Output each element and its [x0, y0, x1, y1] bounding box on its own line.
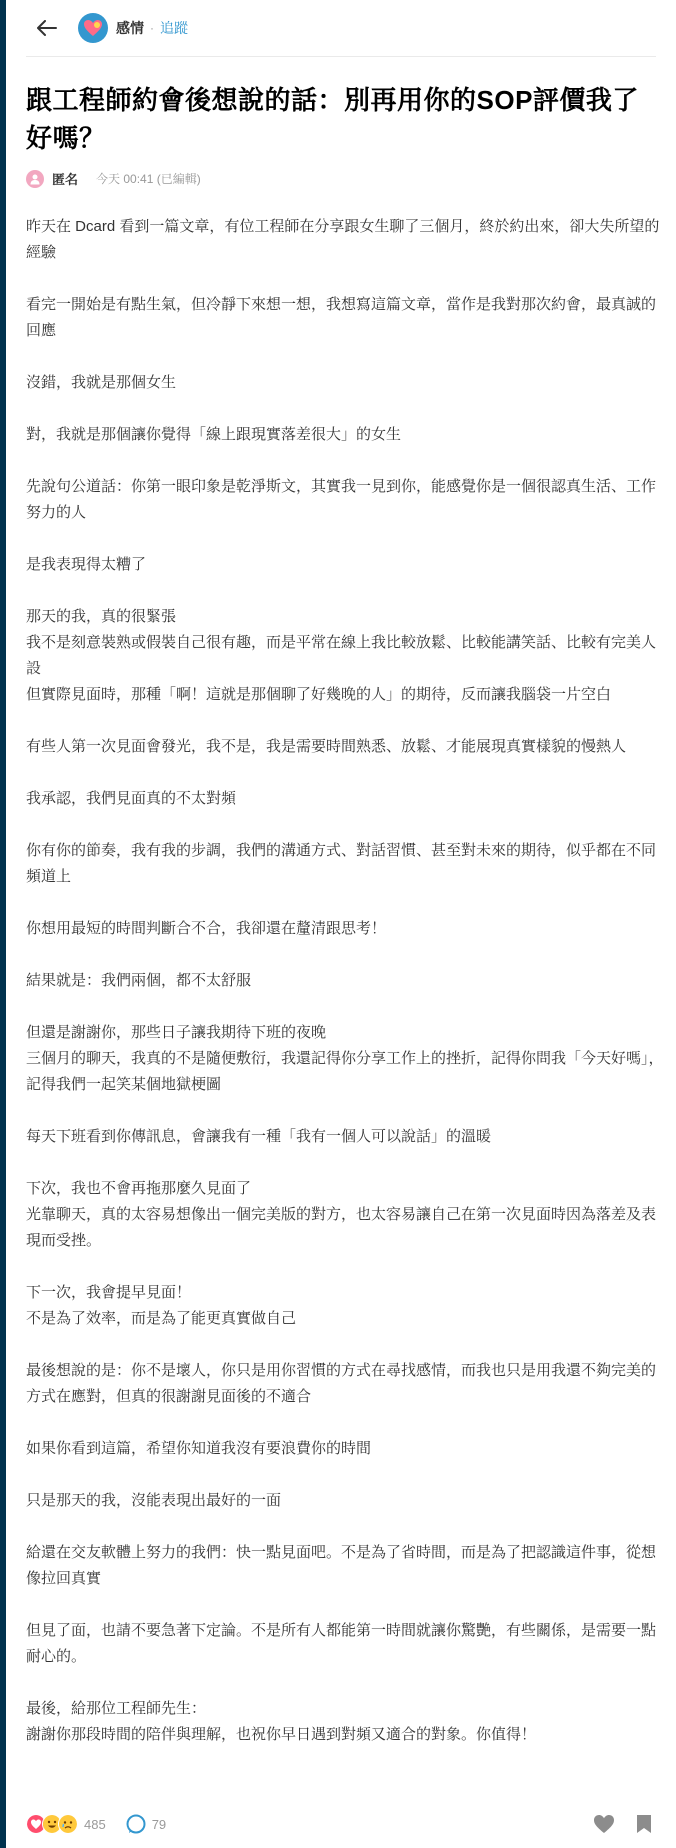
paragraph-line: 那天的我，真的很緊張	[26, 608, 177, 625]
reaction-count: 485	[84, 1816, 106, 1832]
author-avatar	[26, 170, 44, 188]
paragraph-line: 但實際見面時，那種「啊！這就是那個聊了好幾晚的人」的期待，反而讓我腦袋一片空白	[26, 686, 612, 703]
post-paragraph	[26, 1124, 666, 1150]
paragraph-line: 結果就是：我們兩個，都不太舒服	[26, 972, 252, 989]
back-arrow-icon	[37, 20, 57, 36]
paragraph-line: 看完一開始是有點生氣，但冷靜下來想一想，我想寫這篇文章，當作是我對那次約會，最真誠的回應	[26, 296, 657, 339]
post-paragraph	[26, 968, 666, 994]
like-button[interactable]	[592, 1812, 616, 1836]
post-paragraph	[26, 1358, 666, 1410]
paragraph-line: 昨天在 Dcard 看到一篇文章，有位工程師在分享跟女生聊了三個月，終於約出來，卻大失所望的經驗	[26, 218, 660, 261]
paragraph-line: 你想用最短的時間判斷合不合，我卻還在釐清跟思考！	[26, 920, 387, 937]
post-timestamp: 今天 00:41 (已編輯)	[96, 172, 201, 186]
paragraph-line: 三個月的聊天，我真的不是隨便敷衍，我還記得你分享工作上的挫折，記得你問我「今天好嗎」，記得我們一起笑某個地獄梗圖	[26, 1050, 664, 1093]
paragraph-line: 但見了面，也請不要急著下定論。不是所有人都能第一時間就讓你驚艷，有些關係，是需要一點耐心的。	[26, 1622, 657, 1665]
post-content	[26, 214, 666, 1748]
back-button[interactable]	[32, 13, 62, 43]
paragraph-line: 如果你看到這篇，希望你知道我沒有要浪費你的時間	[26, 1440, 372, 1457]
post-paragraph	[26, 292, 666, 344]
post-paragraph	[26, 1280, 666, 1332]
post-paragraph	[26, 734, 666, 760]
paragraph-line: 但還是謝謝你，那些日子讓我期待下班的夜晚	[26, 1024, 327, 1041]
post-meta	[26, 169, 656, 188]
post-paragraph	[26, 422, 666, 448]
anonymous-avatar-icon	[29, 173, 41, 185]
forum-icon[interactable]	[78, 13, 108, 43]
post-paragraph	[26, 1618, 666, 1670]
comment-icon	[126, 1814, 146, 1834]
paragraph-line: 光靠聊天，真的太容易想像出一個完美版的對方，也太容易讓自己在第一次見面時因為落差及表現而受挫。	[26, 1206, 657, 1249]
paragraph-line: 我不是刻意裝熟或假裝自己很有趣，而是平常在線上我比較放鬆、比較能講笑話、比較有完美人設	[26, 634, 657, 677]
author-name[interactable]: 匿名	[52, 172, 79, 187]
post-paragraph	[26, 214, 666, 266]
paragraph-line: 下一次，我會提早見面！	[26, 1284, 192, 1301]
bookmark-icon	[636, 1814, 652, 1834]
paragraph-line: 有些人第一次見面會發光，我不是，我是需要時間熟悉、放鬆、才能展現真實樣貌的慢熱人	[26, 738, 627, 755]
comment-button[interactable]	[126, 1814, 166, 1834]
window-left-edge	[0, 0, 6, 1848]
paragraph-line: 我承認，我們見面真的不太對頻	[26, 790, 237, 807]
paragraph-line: 最後想說的是：你不是壞人，你只是用你習慣的方式在尋找感情，而我也只是用我還不夠完美的方式在應對，但真的很謝謝見面後的不適合	[26, 1362, 657, 1405]
bookmark-button[interactable]	[632, 1812, 656, 1836]
post-paragraph	[26, 552, 666, 578]
paragraph-line: 不是為了效率，而是為了能更真實做自己	[26, 1310, 297, 1327]
paragraph-line: 對，我就是那個讓你覺得「線上跟現實落差很大」的女生	[26, 426, 402, 443]
post-paragraph	[26, 1020, 666, 1098]
post-title: 跟工程師約會後想說的話：別再用你的SOP評價我了好嗎？	[26, 85, 639, 153]
paragraph-line: 只是那天的我，沒能表現出最好的一面	[26, 1492, 282, 1509]
paragraph-line: 你有你的節奏，我有我的步調，我們的溝通方式、對話習慣、甚至對未來的期待，似乎都在不同頻道上	[26, 842, 657, 885]
heart-forum-icon	[83, 19, 103, 37]
paragraph-line: 謝謝你那段時間的陪伴與理解，也祝你早日遇到對頻又適合的對象。你值得！	[26, 1726, 537, 1743]
reaction-emojis[interactable]	[26, 1814, 74, 1834]
post-paragraph	[26, 1488, 666, 1514]
post-footer	[26, 1812, 656, 1836]
post-header	[26, 0, 656, 57]
post-paragraph	[26, 604, 666, 708]
post-paragraph	[26, 916, 666, 942]
post-paragraph	[26, 1176, 666, 1254]
paragraph-line: 是我表現得太糟了	[26, 556, 147, 573]
comment-count: 79	[151, 1816, 167, 1832]
like-heart-icon	[593, 1814, 615, 1834]
paragraph-line: 每天下班看到你傳訊息，會讓我有一種「我有一個人可以說話」的溫暖	[26, 1128, 492, 1145]
post-page	[26, 0, 664, 1774]
paragraph-line: 下次，我也不會再拖那麼久見面了	[26, 1180, 252, 1197]
paragraph-line: 給還在交友軟體上努力的我們：快一點見面吧。不是為了省時間，而是為了把認識這件事，從想像拉回真實	[26, 1544, 657, 1587]
reaction-cry-icon	[58, 1814, 78, 1834]
post-paragraph	[26, 1436, 666, 1462]
post-paragraph	[26, 474, 666, 526]
paragraph-line: 最後，給那位工程師先生：	[26, 1700, 207, 1717]
post-paragraph	[26, 370, 666, 396]
paragraph-line: 先說句公道話：你第一眼印象是乾淨斯文，其實我一見到你，能感覺你是一個很認真生活、工作努力的人	[26, 478, 657, 521]
forum-name[interactable]: 感情	[116, 20, 144, 36]
post-paragraph	[26, 1696, 666, 1748]
follow-button[interactable]: 追蹤	[160, 20, 188, 36]
paragraph-line: 沒錯，我就是那個女生	[26, 374, 177, 391]
post-paragraph	[26, 786, 666, 812]
post-paragraph	[26, 838, 666, 890]
header-separator: ·	[150, 21, 154, 35]
post-paragraph	[26, 1540, 666, 1592]
